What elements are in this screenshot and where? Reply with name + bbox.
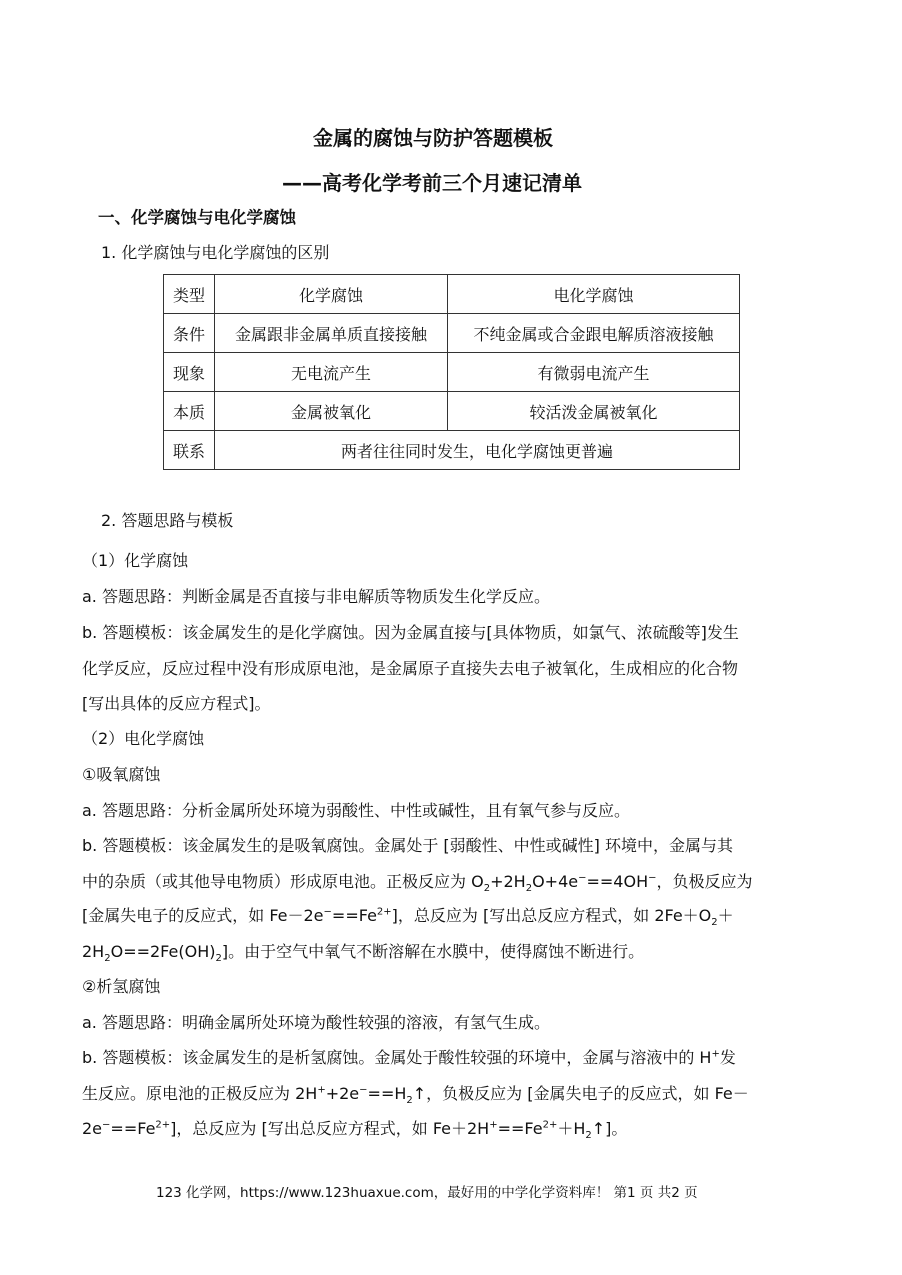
subheading-hydrogen-evolution: ②析氢腐蚀 <box>82 977 161 996</box>
text-run: 发 <box>719 1048 736 1067</box>
text-run: ==Fe <box>110 1119 156 1138</box>
paragraph-line: [写出具体的反应方程式]。 <box>82 694 271 713</box>
paragraph-line: a. 答题思路：明确金属所处环境为酸性较强的溶液，有氢气生成。 <box>82 1013 550 1032</box>
paragraph-line: 化学反应，反应过程中没有形成原电池，是金属原子直接失去电子被氧化，生成相应的化合物 <box>82 659 739 678</box>
subscript: 2 <box>585 1130 592 1142</box>
table-row <box>164 392 740 431</box>
table-cell-merged: 两者往往同时发生，电化学腐蚀更普遍 <box>215 431 740 470</box>
table-row-link <box>164 431 740 470</box>
page-footer: 123 化学网，https://www.123huaxue.com，最好用的中学化学资料库！ 第1 页 共2 页 <box>156 1185 698 1201</box>
text-run: +2e <box>325 1084 360 1103</box>
subheading-chemical-corrosion: （1）化学腐蚀 <box>82 551 189 570</box>
text-run: 生反应。原电池的正极反应为 2H <box>82 1084 318 1103</box>
text-run: ]。由于空气中氧气不断溶解在水膜中，使得腐蚀不断进行。 <box>221 942 645 961</box>
superscript: + <box>317 1084 326 1096</box>
text-run: ]，总反应为 [写出总反应方程式，如 Fe＋2H <box>170 1119 490 1138</box>
page-title: 金属的腐蚀与防护答题模板 <box>313 126 553 150</box>
paragraph-line: a. 答题思路：判断金属是否直接与非电解质等物质发生化学反应。 <box>82 587 550 606</box>
table-cell: 金属跟非金属单质直接接触 <box>215 314 448 353</box>
text-run: [金属失电子的反应式，如 Fe－2e <box>82 906 324 925</box>
paragraph-line-equation <box>82 869 753 895</box>
text-run: ==Fe <box>331 906 377 925</box>
table-cell: 本质 <box>164 392 215 431</box>
text-run: ==H <box>367 1084 407 1103</box>
paragraph-line-equation <box>82 1116 628 1142</box>
text-run: ]，总反应为 [写出总反应方程式，如 2Fe＋O <box>391 906 712 925</box>
text-run: b. 答题模板：该金属发生的是析氢腐蚀。金属处于酸性较强的环境中，金属与溶液中的 H <box>82 1048 712 1067</box>
text-run: +2H <box>490 872 526 891</box>
paragraph-line-equation <box>82 1081 749 1107</box>
table-cell: 金属被氧化 <box>215 392 448 431</box>
subscript: 2 <box>525 883 533 895</box>
text-run: 2H <box>82 942 105 961</box>
superscript: + <box>711 1048 720 1060</box>
section-heading-1: 一、化学腐蚀与电化学腐蚀 <box>98 208 296 227</box>
text-run: 2e <box>82 1119 103 1138</box>
table-cell: 联系 <box>164 431 215 470</box>
table-cell: 现象 <box>164 353 215 392</box>
text-run: ↑]。 <box>591 1119 628 1138</box>
paragraph-line-equation <box>82 1045 736 1068</box>
table-cell: 有微弱电流产生 <box>448 353 740 392</box>
subscript: 2 <box>215 953 222 965</box>
table-row <box>164 353 740 392</box>
superscript: + <box>489 1119 498 1131</box>
superscript: 2+ <box>376 906 392 918</box>
superscript: − <box>578 872 587 884</box>
table-cell: 类型 <box>164 275 215 314</box>
table-cell: 较活泼金属被氧化 <box>448 392 740 431</box>
superscript: − <box>359 1084 368 1096</box>
paragraph-line: a. 答题思路：分析金属所处环境为弱酸性、中性或碱性，且有氧气参与反应。 <box>82 801 630 820</box>
table-cell: 条件 <box>164 314 215 353</box>
text-run: ＋ <box>717 906 734 925</box>
comparison-table <box>163 274 740 470</box>
table-cell: 电化学腐蚀 <box>448 275 740 314</box>
paragraph-line: b. 答题模板：该金属发生的是吸氧腐蚀。金属处于 [弱酸性、中性或碱性] 环境中，金属与其 <box>82 836 733 855</box>
superscript: − <box>323 906 332 918</box>
superscript: − <box>102 1119 111 1131</box>
superscript: 2+ <box>542 1119 558 1131</box>
text-run: O==2Fe(OH) <box>110 942 216 961</box>
subscript: 2 <box>104 953 111 965</box>
text-run: 中的杂质（或其他导电物质）形成原电池。正极反应为 O <box>82 872 484 891</box>
subscript: 2 <box>711 917 718 929</box>
subheading-electrochemical-corrosion: （2）电化学腐蚀 <box>82 729 205 748</box>
text-run: ==Fe <box>497 1119 543 1138</box>
subscript: 2 <box>406 1095 413 1107</box>
text-run: ↑，负极反应为 [金属失电子的反应式，如 Fe－ <box>412 1084 749 1103</box>
subscript: 2 <box>483 883 491 895</box>
table-cell: 无电流产生 <box>215 353 448 392</box>
table-cell: 化学腐蚀 <box>215 275 448 314</box>
subheading-oxygen-absorption: ①吸氧腐蚀 <box>82 765 161 784</box>
item-2-heading: 2. 答题思路与模板 <box>101 511 234 530</box>
superscript: 2+ <box>155 1119 171 1131</box>
text-run: ==4OH <box>586 872 649 891</box>
table-header-row <box>164 275 740 314</box>
item-1-heading: 1. 化学腐蚀与电化学腐蚀的区别 <box>101 243 330 262</box>
table-row <box>164 314 740 353</box>
paragraph-line-equation <box>82 903 734 929</box>
table-cell: 不纯金属或合金跟电解质溶液接触 <box>448 314 740 353</box>
page-subtitle: ——高考化学考前三个月速记清单 <box>282 171 582 195</box>
text-run: ，负极反应为 <box>656 872 753 891</box>
paragraph-line-equation <box>82 939 645 965</box>
text-run: ＋H <box>557 1119 586 1138</box>
text-run: O+4e <box>532 872 579 891</box>
paragraph-line: b. 答题模板：该金属发生的是化学腐蚀。因为金属直接与[具体物质，如氯气、浓硫酸等]发生 <box>82 623 739 642</box>
superscript: − <box>648 872 657 884</box>
